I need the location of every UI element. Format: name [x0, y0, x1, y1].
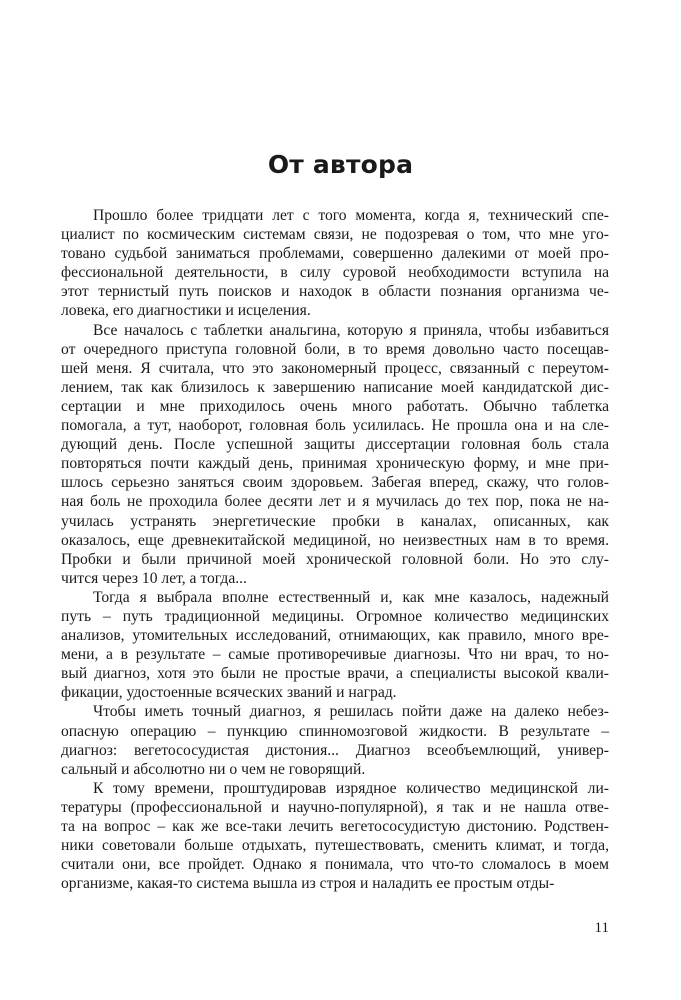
text-line: шлось серьезно заняться своим здоровьем. Забегая вперед, скажу, что голов- — [61, 474, 609, 492]
text-line: сальный и абсолютно ни о чем не говорящий. — [61, 760, 366, 778]
text-line: Тогда я выбрала вполне естественный и, как мне казалось, надежный — [93, 588, 609, 606]
text-line: Прошло более тридцати лет с того момента, когда я, технический спе- — [93, 207, 609, 224]
text-line: ловека, его диагностики и исцеления. — [61, 302, 311, 320]
page-number: 11 — [594, 920, 609, 936]
text-line: та на вопрос – как же все-таки лечить вегетососудистую дистонию. Родствен- — [61, 818, 609, 835]
text-line: К тому времени, проштудировав изрядное количество медицинской ли- — [93, 779, 609, 797]
text-line: лением, так как близилось к завершению написание моей кандидатской дис- — [61, 378, 609, 396]
text-line: Все началось с таблетки анальгина, которую я приняла, чтобы избавиться — [93, 321, 609, 339]
chapter-title: От автора — [267, 150, 414, 179]
text-line: Пробки и были причиной моей хронической головной боли. Но это слу- — [61, 550, 609, 568]
text-line: шей меня. Я считала, что это закономерный процесс, связанный с переутом- — [61, 359, 609, 377]
text-line: считали они, все пройдет. Однако я понимала, что что-то сломалось в моем — [61, 856, 609, 874]
paragraph — [61, 588, 609, 703]
text-line: от очередного приступа головной боли, в то время довольно часто посещав- — [61, 340, 609, 358]
text-line: ная боль не проходила более десяти лет и я мучилась до тех пор, пока не на- — [61, 493, 609, 511]
text-line: товано судьбой заниматься проблемами, совершенно далекими от моей про- — [61, 245, 609, 263]
text-line: фессиональной деятельности, в силу суровой необходимости вступила на — [61, 264, 609, 282]
text-line: диагноз: вегетососудистая дистония... Диагноз всеобъемлющий, универ- — [61, 741, 609, 759]
text-line: организме, какая-то система вышла из строя и наладить ее простым отды- — [61, 875, 555, 893]
paragraph — [61, 321, 609, 588]
paragraph — [61, 702, 609, 778]
text-line: ники советовали больше отдыхать, путешествовать, сменить климат, и тогда, — [61, 837, 609, 855]
text-line: Чтобы иметь точный диагноз, я решилась пойти даже на далеко небез- — [93, 703, 609, 721]
paragraph — [61, 206, 609, 321]
text-line: мени, а в результате – самые противоречивые диагнозы. Что ни врач, то но- — [61, 646, 609, 664]
text-line: опасную операцию – пункцию спинномозговой жидкости. В результате – — [61, 722, 609, 740]
text-line: вый диагноз, хотя это были не простые врачи, а специалисты высокой квали- — [61, 665, 609, 683]
text-line: путь – путь традиционной медицины. Огромное количество медицинских — [61, 607, 609, 625]
text-line: тературы (профессиональной и научно-популярной), я так и не нашла отве- — [61, 798, 609, 816]
text-line: помогала, а тут, наоборот, головная боль усилилась. Не прошла она и на сле- — [61, 417, 609, 435]
paragraph — [61, 779, 609, 894]
text-line: оказалось, еще древнекитайской медициной, но неизвестных нам в то время. — [61, 531, 609, 549]
body-text — [61, 206, 609, 893]
text-line: фикации, удостоенные всяческих званий и наград. — [61, 684, 397, 702]
text-line: сертации и мне приходилось очень много работать. Обычно таблетка — [61, 397, 609, 415]
text-line: чится через 10 лет, а тогда... — [61, 569, 247, 587]
text-line: анализов, утомительных исследований, отнимающих, как правило, много вре- — [61, 627, 609, 645]
text-line: дующий день. После успешной защиты диссертации головная боль стала — [61, 436, 609, 454]
text-line: этот тернистый путь поисков и находок в области познания организма че- — [61, 283, 609, 301]
text-line: повторяться почти каждый день, принимая хроническую форму, и мне при- — [61, 455, 609, 473]
text-line: циалист по космическим системам связи, не подозревая о том, что мне уго- — [61, 226, 609, 244]
text-line: училась устранять энергетические пробки в каналах, описанных, как — [61, 512, 609, 530]
